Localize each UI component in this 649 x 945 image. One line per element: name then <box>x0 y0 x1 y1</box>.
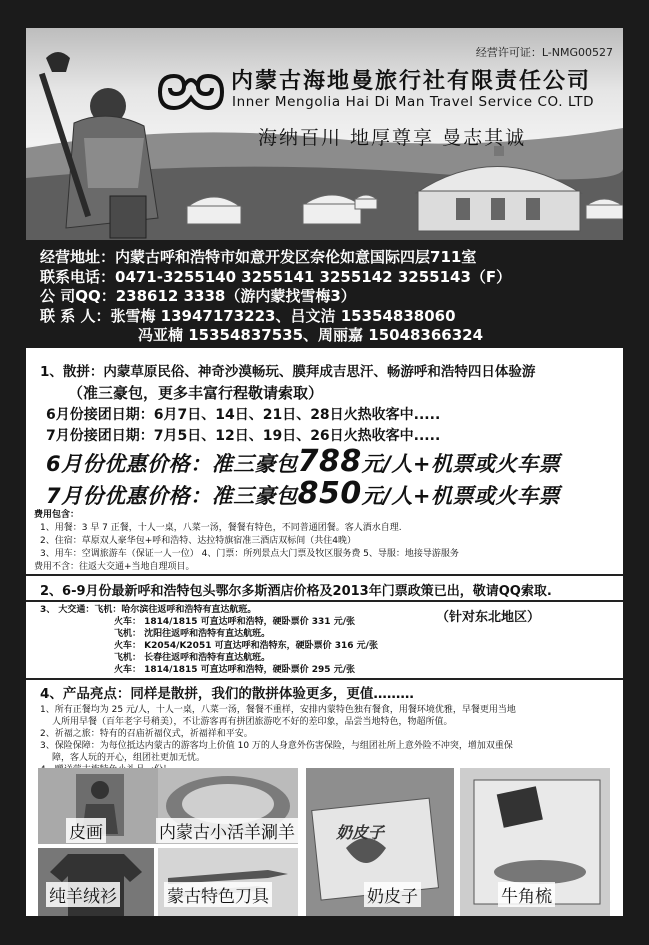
fee-excluded: 费用不含：往返大交通+当地自理项目。 <box>34 562 195 572</box>
july-dates: 7月份接团日期：7月5日、12日、19日、26日火热收客中..... <box>46 428 441 444</box>
transport-row: 火车： K2054/K2051 可直达呼和浩特东，硬卧票价 316 元/张 <box>114 641 378 651</box>
fee-item-1: 1、用餐：3 早 7 正餐，十人一桌，八菜一汤，餐餐有特色，不同普通团餐。客人酒水自理. <box>40 523 402 533</box>
section1-subtitle: （准三豪包，更多丰富行程敬请索取） <box>68 384 324 402</box>
header-banner <box>26 28 623 240</box>
june-price <box>46 444 560 479</box>
gift-caption: 蒙古特色刀具 <box>164 882 272 907</box>
section2-title: 2、6-9月份最新呼和浩特包头鄂尔多斯酒店价格及2013年门票政策已出，敬请QQ索取. <box>40 584 552 599</box>
june-price-suffix: 元/人+机票或火车票 <box>361 452 561 476</box>
gift-caption: 皮画 <box>66 818 106 843</box>
transport-row: 火车： 1814/1815 可直达呼和浩特，硬卧票价 295 元/张 <box>114 665 355 675</box>
contact-info <box>40 248 630 346</box>
july-price <box>46 476 560 511</box>
july-price-suffix: 元/人+机票或火车票 <box>361 484 561 508</box>
divider <box>26 574 623 576</box>
product-logo-text: 奶皮子 <box>336 823 385 842</box>
contact-person-line: 联 系 人：张雪梅 13947173223、吕文洁 15354838060 <box>40 306 456 325</box>
divider <box>26 600 623 602</box>
transport-row: 火车： 1814/1815 可直达呼和浩特，硬卧票价 331 元/张 <box>114 617 355 627</box>
june-dates: 6月份接团日期：6月7日、14日、21日、28日火热收客中..... <box>46 407 441 423</box>
company-name-en: Inner Mengolia Hai Di Man Travel Service CO. LTD <box>232 94 595 110</box>
divider <box>26 678 623 680</box>
june-price-label: 6月份优惠价格：准三豪包 <box>46 452 298 476</box>
company-name-cn: 内蒙古海地曼旅行社有限责任公司 <box>231 69 592 94</box>
license-number: 经营许可证：L-NMG00527 <box>475 46 613 59</box>
highlight-3-cont: 障，客人玩的开心，组团社更加无忧。 <box>52 753 206 763</box>
fee-item-2: 2、住宿：草原双人豪华包+呼和浩特、达拉特旗宿准三酒店双标间（共住4晚） <box>40 536 356 546</box>
gift-caption: 奶皮子 <box>364 882 421 907</box>
fee-title: 费用包含： <box>34 510 80 520</box>
contact-person-line-2: 冯亚楠 15354837535、周丽嘉 15048366324 <box>138 326 484 345</box>
qq-line: 公 司QQ：238612 3338（游内蒙找雪梅3） <box>40 287 356 306</box>
address-line: 经营地址：内蒙古呼和浩特市如意开发区奈伦如意国际四层711室 <box>40 248 477 266</box>
highlight-3: 3、保险保障：为每位抵达内蒙古的游客均上价值 10 万的人身意外伤害保险，与组团社所上意外险不冲突，增加双重保 <box>40 741 513 751</box>
july-price-label: 7月份优惠价格：准三豪包 <box>46 484 298 508</box>
transport-row: 飞机： 长春往返呼和浩特有直达航班。 <box>114 653 271 663</box>
fee-item-3: 3、用车：空调旅游车（保证一人一位） 4、门票：所列景点大门票及牧区服务费 5、导服：地接导游服务 <box>40 549 459 559</box>
transport-lead: 3、 大交通：飞机：哈尔滨往返呼和浩特有直达航班。 <box>40 605 257 615</box>
transport-region-note: （针对东北地区） <box>436 610 541 625</box>
highlight-2: 2、祈福之旅：特有的召庙祈福仪式，祈福祥和平安。 <box>40 729 253 739</box>
highlight-1-cont: 人所用早餐（百年老字号稍美），不让游客再有拼团旅游吃不好的差印象，品尝当地特色，物超所值。 <box>52 717 453 727</box>
gift-caption: 纯羊绒衫 <box>46 882 120 907</box>
gift-caption: 内蒙古小活羊涮羊 <box>156 818 298 843</box>
transport-row: 飞机： 沈阳往返呼和浩特有直达航班。 <box>114 629 271 639</box>
gift-caption: 牛角梳 <box>498 882 555 907</box>
company-logo-icon <box>154 68 228 116</box>
july-price-number: 850 <box>297 476 362 511</box>
section4-title: 4、产品亮点：同样是散拼，我们的散拼体验更多，更值……… <box>40 686 414 702</box>
company-slogan: 海纳百川 地厚尊享 曼志其诚 <box>258 127 527 149</box>
section1-title: 1、散拼：内蒙草原民俗、神奇沙漠畅玩、膜拜成吉思汗、畅游呼和浩特四日体验游 <box>40 364 536 380</box>
itinerary-panel <box>26 348 623 916</box>
highlight-1: 1、所有正餐均为 25 元/人，十人一桌，八菜一汤，餐餐不重样，安排内蒙特色独有餐食，用餐环境优雅，早餐更用当地 <box>40 705 516 715</box>
phone-line: 联系电话：0471-3255140 3255141 3255142 3255143（F） <box>40 267 512 286</box>
june-price-number: 788 <box>297 444 362 479</box>
